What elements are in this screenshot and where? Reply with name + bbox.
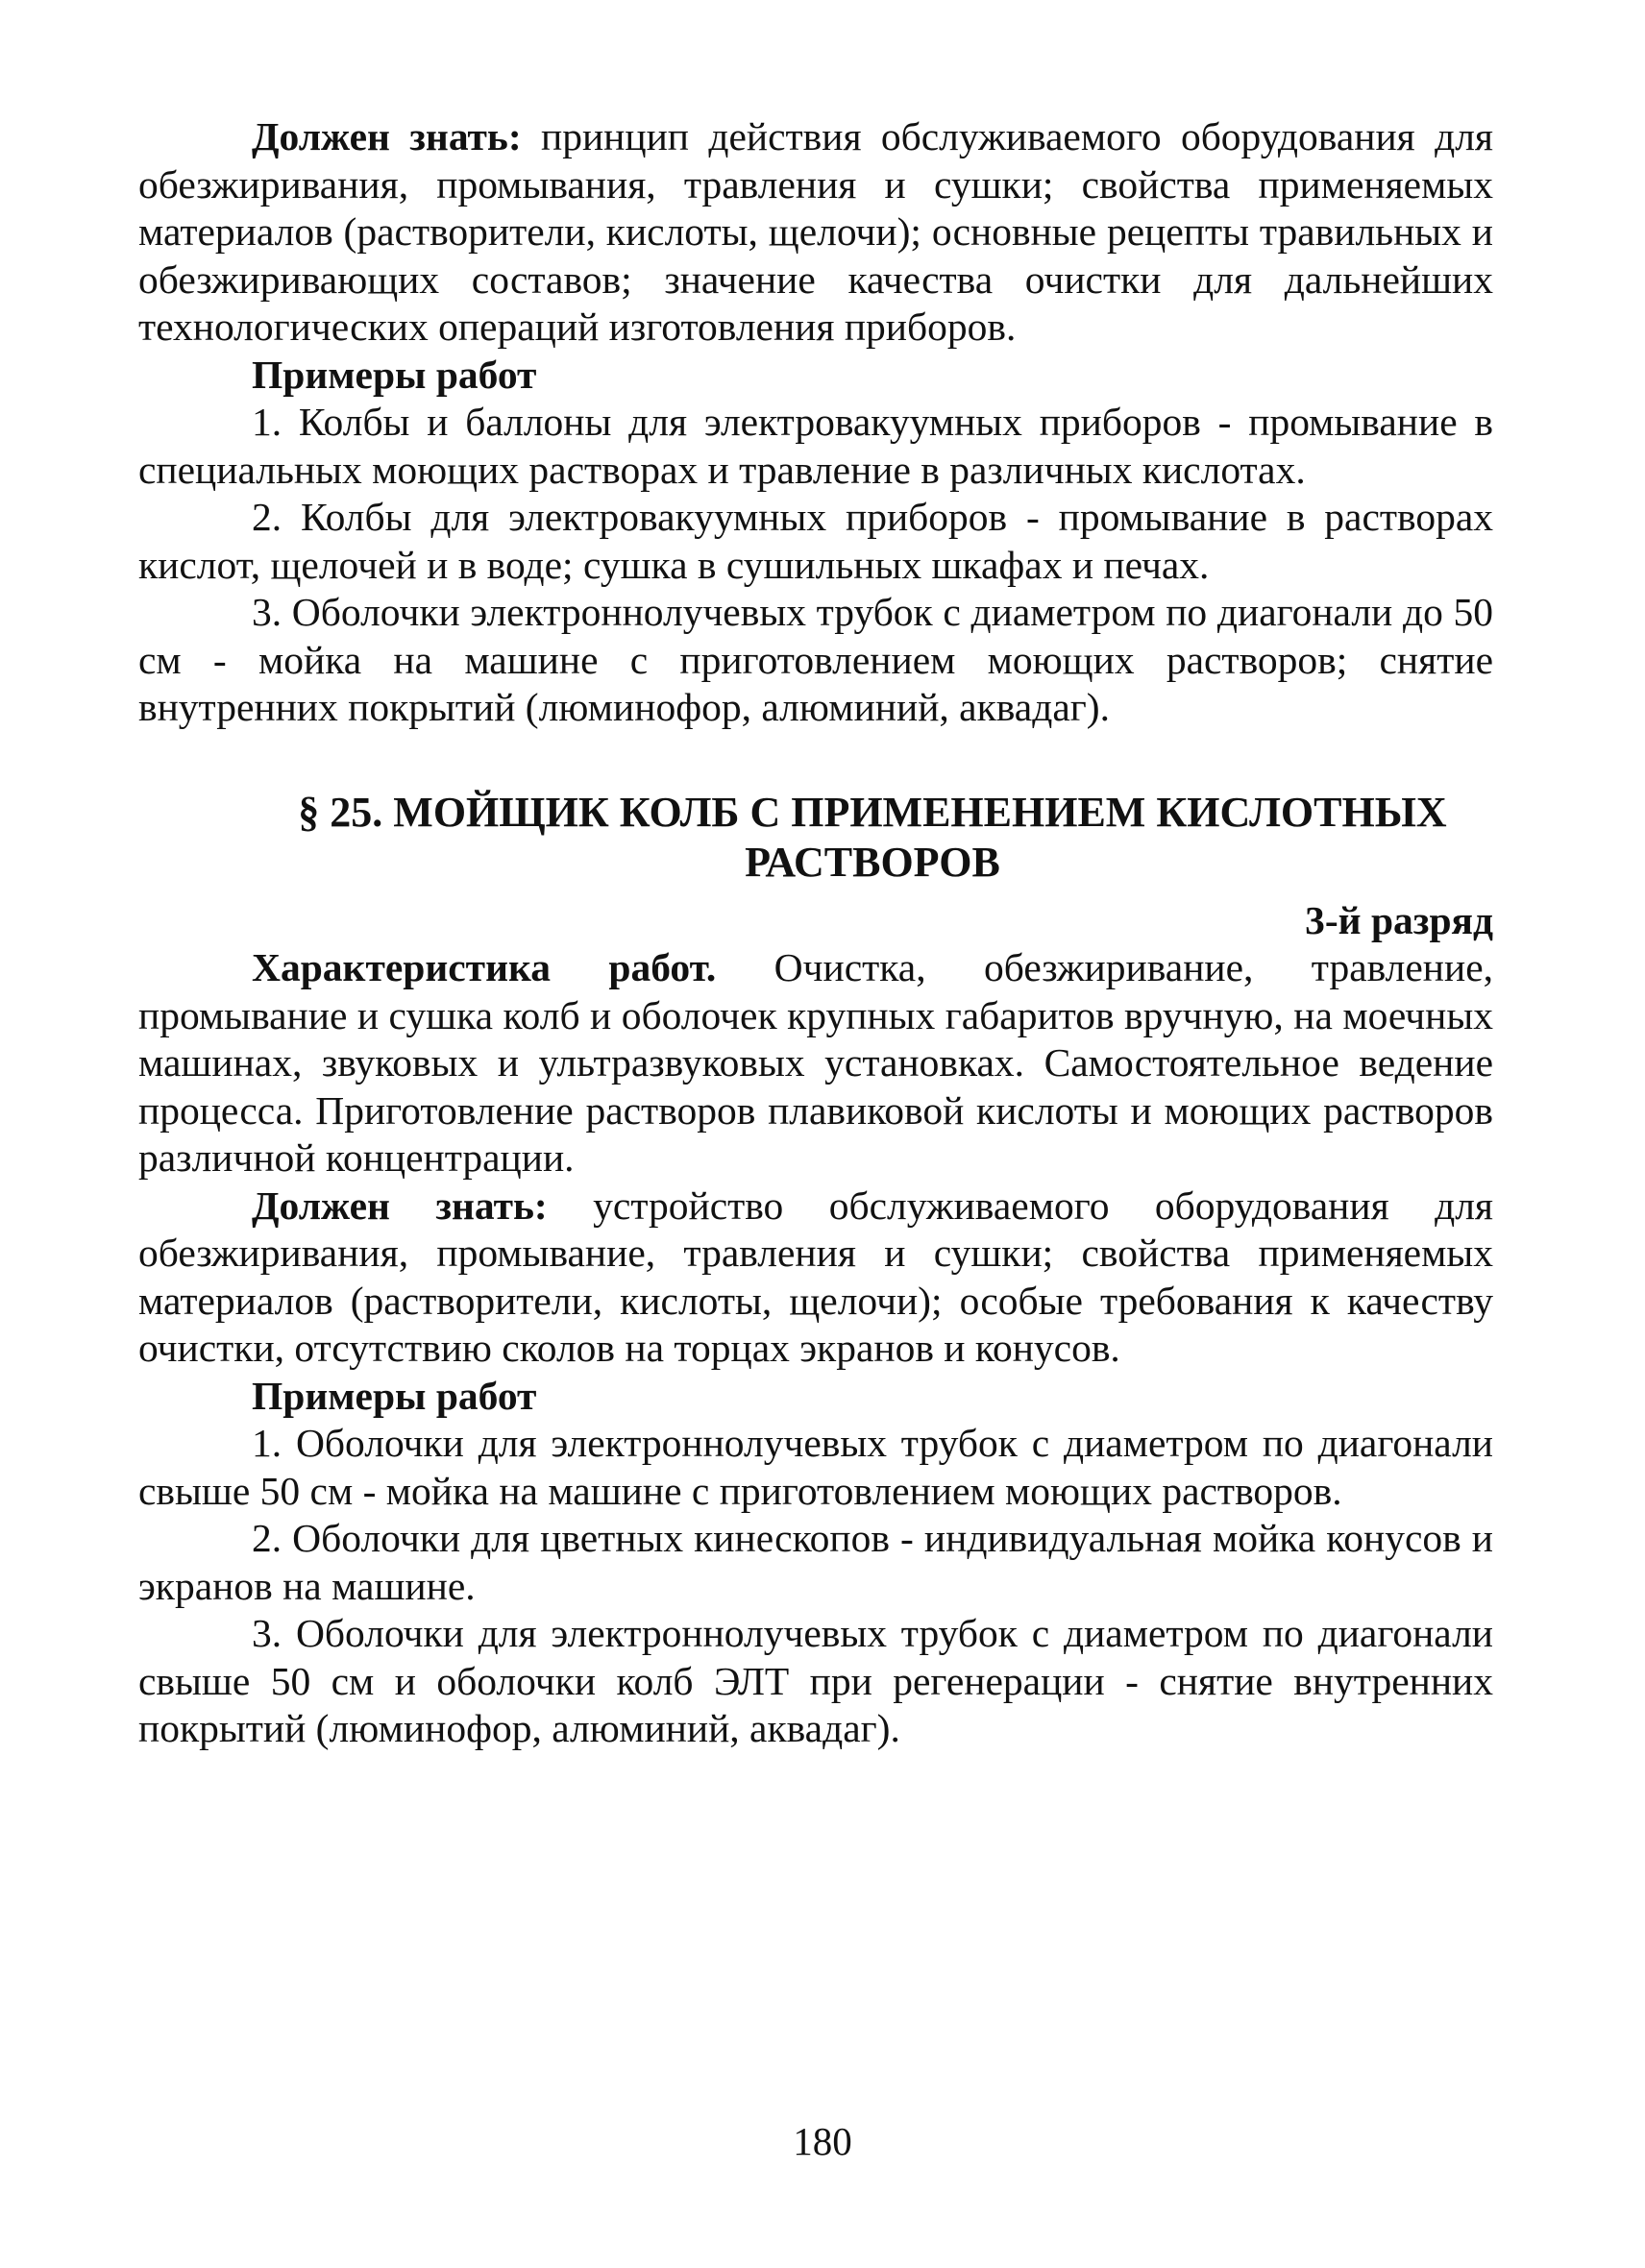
grade-label: 3-й разряд <box>1305 897 1493 942</box>
example-item: 2. Колбы для электровакуумных приборов - промывание в растворах кислот, щелочей и в воде; сушка в сушильных шкафах и печах. <box>138 495 1493 587</box>
work-characteristic-paragraph <box>138 944 1493 1183</box>
examples-title: Примеры работ <box>252 352 537 397</box>
characteristic-text: Очистка, обезжиривание, травление, промывание и сушка колб и оболочек крупных габаритов вручную, на моечных машинах, звуковых и ультразвуковых установках. Самостоятельное ведение процесса. Приготовление растворов плавиковой кислоты и моющих растворов различной концентрации. <box>138 945 1493 1180</box>
example-item: 1. Оболочки для электроннолучевых трубок с диаметром по диагонали свыше 50 см - мойка на машине с приготовлением моющих растворов. <box>138 1421 1493 1513</box>
must-know-text: устройство обслуживаемого оборудования для обезжиривания, промывание, травления и сушки; свойства применяемых материалов (растворители, кислоты, щелочи); особые требования к качеству очистки, отсутствию сколов на торцах экранов и конусов. <box>138 1183 1493 1370</box>
must-know-paragraph-1 <box>138 113 1493 352</box>
section-heading: § 25. МОЙЩИК КОЛБ С ПРИМЕНЕНИЕМ КИСЛОТНЫХ РАСТВОРОВ <box>298 788 1447 886</box>
example-item: 2. Оболочки для цветных кинескопов - индивидуальная мойка конусов и экранов на машине. <box>138 1516 1493 1608</box>
characteristic-lead: Характеристика работ. <box>252 945 717 989</box>
examples-title: Примеры работ <box>252 1373 537 1418</box>
must-know-text: принцип действия обслуживаемого оборудования для обезжиривания, промывания, травления и сушки; свойства применяемых материалов (растворители, кислоты, щелочи); основные рецепты травильных и обезжиривающих составов; значение качества очистки для дальнейших технологических операций изготовления приборов. <box>138 114 1493 349</box>
example-item: 3. Оболочки для электроннолучевых трубок с диаметром по диагонали свыше 50 см и оболочки колб ЭЛТ при регенерации - снятие внутренних покрытий (люминофор, алюминий, аквадаг). <box>138 1611 1493 1750</box>
example-item: 1. Колбы и баллоны для электровакуумных приборов - промывание в специальных моющих растворах и травление в различных кислотах. <box>138 400 1493 492</box>
document-page <box>138 113 1493 1753</box>
must-know-lead: Должен знать: <box>252 114 522 159</box>
must-know-lead: Должен знать: <box>252 1183 548 1228</box>
page-number: 180 <box>793 2119 852 2163</box>
example-item: 3. Оболочки электроннолучевых трубок с диаметром по диагонали до 50 см - мойка на машине с приготовлением моющих растворов; снятие внутренних покрытий (люминофор, алюминий, аквадаг). <box>138 590 1493 729</box>
must-know-paragraph-2 <box>138 1183 1493 1373</box>
